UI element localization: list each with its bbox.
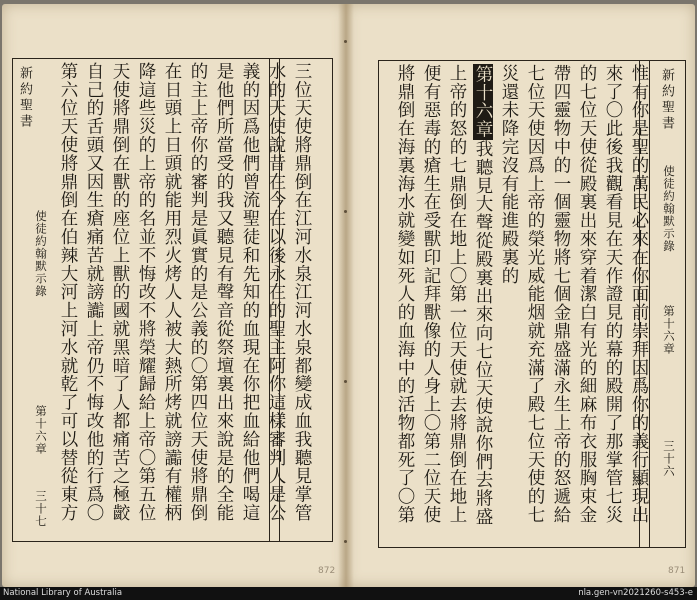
right-text-column: 便有惡毒的瘡生在受獸印記拜獸像的人身上〇第二位天使 [421, 64, 441, 524]
right-book-title: 新約聖書 [659, 68, 674, 132]
binding-stitch [344, 40, 347, 43]
book-gutter [338, 4, 354, 587]
chapter-heading-badge: 第十六章 [473, 65, 493, 139]
left-text-column: 天使將鼎倒在獸的座位上獸的國就黑暗了人都痛苦之極齩 [110, 62, 130, 522]
left-text-column: 第六位天使將鼎倒在伯辣大河上河水就乾了可以替從東方 [58, 62, 78, 522]
footer-source: National Library of Australia [3, 588, 123, 598]
right-text-column: 帶四靈物中的一個靈物將七個金鼎盛滿永生上帝的怒遞給 [551, 64, 571, 524]
right-section-title: 使徒約翰默示錄 [662, 165, 676, 253]
left-book-title: 新約聖書 [17, 66, 32, 130]
left-chapter-label: 第十六章 [34, 405, 48, 455]
left-page-number: 三十七 [34, 490, 48, 528]
left-text-column: 是他們所當受的我又聽見有聲音從祭壇裏出來說是的全能 [214, 62, 234, 522]
left-section-title: 使徒約翰默示錄 [34, 210, 48, 298]
left-text-column: 義的因爲他們曾流聖徒和先知的血現在你把血給他們喝這 [240, 62, 260, 522]
left-text-column: 在日頭上日頭就能用烈火烤人人被大熱所烤就謗讟有權柄 [162, 62, 182, 522]
right-text-column: 的七位天使從殿裏出來穿着潔白有光的細麻布衣服胸束金 [577, 64, 597, 524]
chapter-opening-text: 我聽見大聲從殿裏出來向七位天使說你們去將盛 [473, 139, 493, 527]
right-text-column: 七位天使因爲上帝的榮光威能烟就充滿了殿七位天使的七 [525, 64, 545, 524]
binding-stitch [344, 540, 347, 543]
right-text-column: 上帝的怒的七鼎倒在地上〇第一位天使就去將鼎倒在地上 [447, 64, 467, 524]
chapter-heading-column [469, 64, 496, 542]
right-text-column: 災還未降完沒有能進殿裏的 [499, 64, 519, 285]
footer-identifier: nla.gen-vn2021260-s453-e [578, 588, 693, 598]
right-page-number: 三十六 [662, 440, 676, 478]
left-text-column: 的主上帝你的審判是眞實的是公義的〇第四位天使將鼎倒 [188, 62, 208, 522]
right-text-column: 來了〇此後我觀看見在天作證見的幕的殿開了那掌管七災 [603, 64, 623, 524]
right-text-column: 惟有你是聖的萬民必來在你面前崇拜因爲你的義行顯現出 [629, 64, 649, 524]
left-text-column: 三位天使將鼎倒在江河水泉江河水泉都變成血我聽見掌管 [292, 62, 312, 522]
right-chapter-label: 第十六章 [662, 305, 676, 355]
library-footer [0, 587, 697, 600]
left-text-column: 自己的舌頭又因生瘡痛苦就謗讟上帝仍不悔改他的行爲〇 [84, 62, 104, 522]
binding-stitch [344, 380, 347, 383]
right-text-column: 將鼎倒在海裏海水就變如死人的血海中的活物都死了〇第 [395, 64, 415, 524]
binding-stitch [344, 210, 347, 213]
right-pencil-mark: 871 [668, 566, 686, 576]
left-pencil-mark: 872 [318, 566, 336, 576]
left-text-column: 降這些災的上帝的名並不悔改不將榮耀歸給上帝〇第五位 [136, 62, 156, 522]
left-text-column: 水的天使說昔在今在以後永在的聖主阿你這樣審判人是公 [266, 62, 286, 522]
